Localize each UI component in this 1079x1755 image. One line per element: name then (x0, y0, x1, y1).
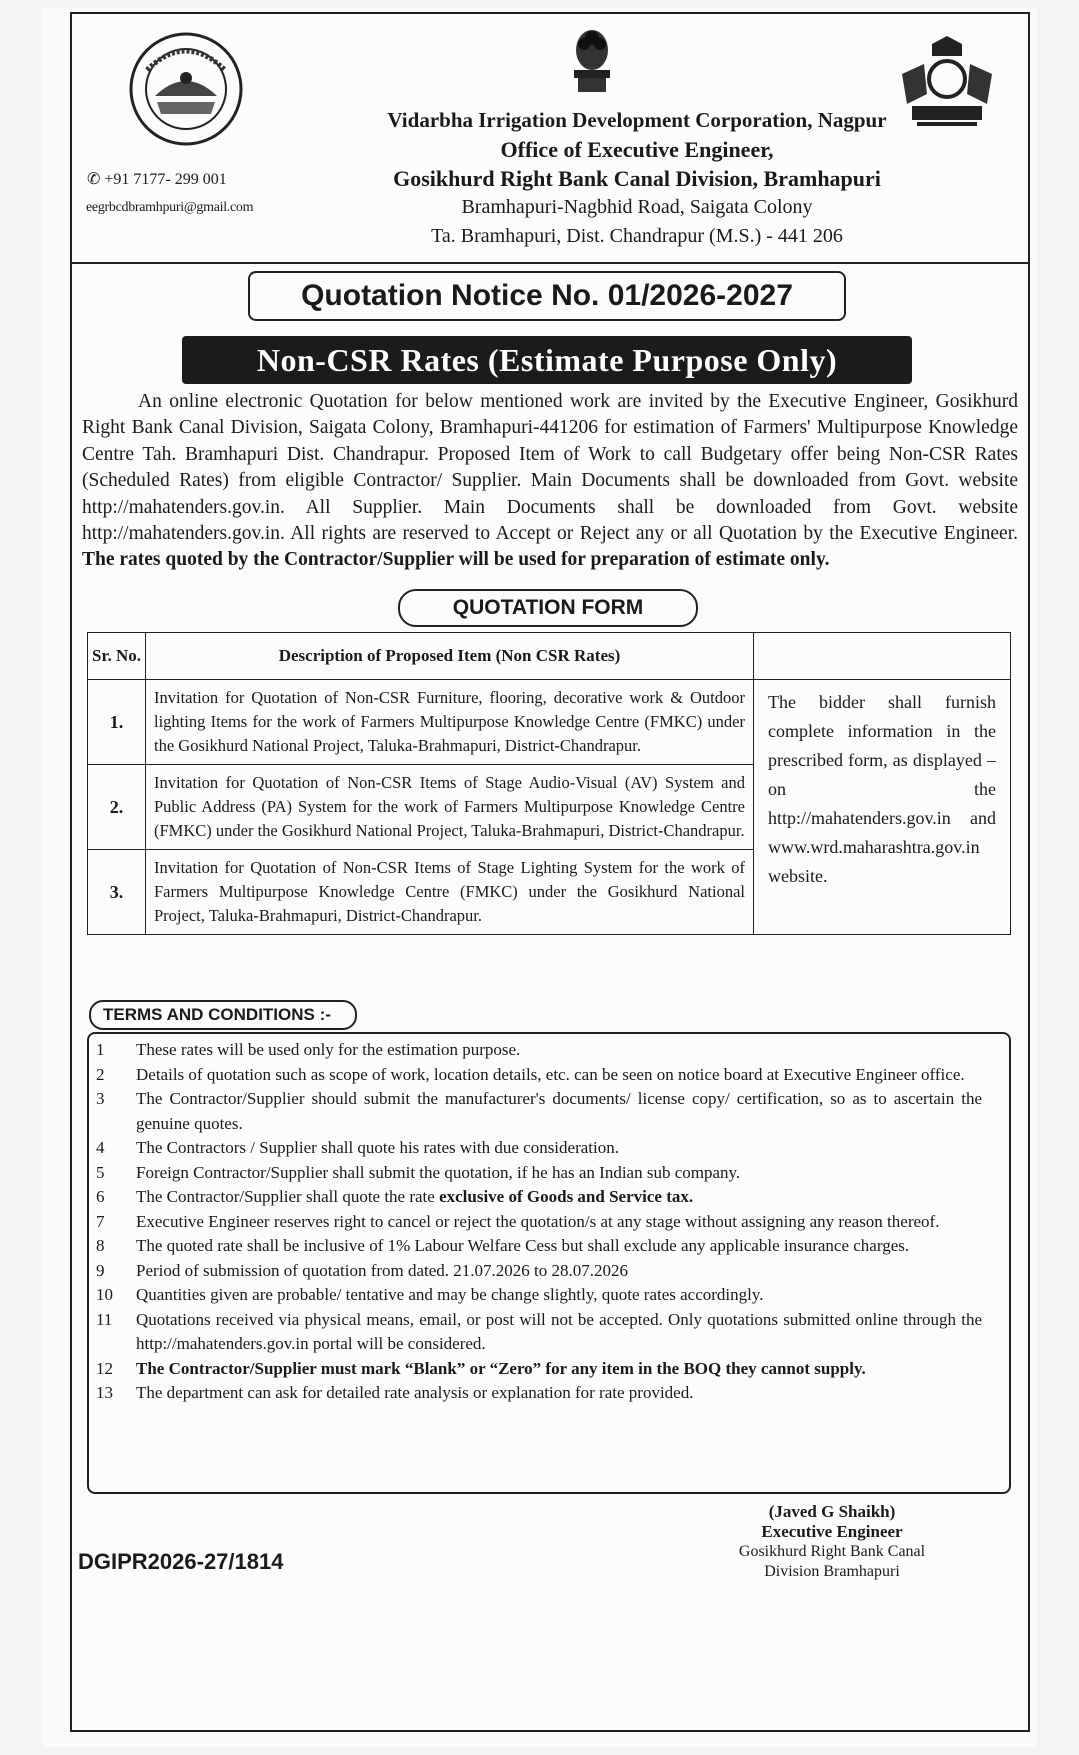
national-emblem-icon (562, 20, 622, 100)
terms-list (92, 1038, 982, 1406)
term-body: Period of submission of quotation from dated. 21.07.2026 to 28.07.2026 (136, 1260, 629, 1280)
term-body: Quantities given are probable/ tentative and may be change slightly, quote rates accordingly. (136, 1285, 764, 1304)
address-line2: Ta. Bramhapuri, Dist. Chandrapur (M.S.) - 441 206 (431, 225, 843, 247)
term-number: 13 (96, 1383, 113, 1402)
email-contact: eegrbcdbramhpuri@gmail.com (86, 200, 254, 215)
row-number: 2. (88, 765, 146, 850)
phone-contact (87, 169, 227, 189)
term-number: 12 (96, 1358, 113, 1378)
term-number: 2 (96, 1064, 105, 1084)
table-row (88, 680, 1011, 765)
list-item (92, 1234, 982, 1259)
term-body: Executive Engineer reserves right to cancel or reject the quotation/s at any stage without assigning any reason thereof. (136, 1211, 940, 1231)
term-text (136, 1087, 982, 1136)
list-item (92, 1308, 982, 1357)
intro-text: An online electronic Quotation for below mentioned work are invited by the Executive Engineer, Gosikhurd Right Bank Canal Division, Saigata Colony, Bramhapuri-441206 for estimation of Farmers' Multipurpose Knowledge Centre Tah. Bramhapuri Dist. Chandrapur. Proposed Item of Work to call Budgetary offer being Non-CSR Rates (Scheduled Rates) from eligible Contractor/ Supplier. Main Documents shall be downloaded from Govt. website http://mahatenders.gov.in. All Supplier. Main Documents shall be downloaded from Govt. website http://mahatenders.gov.in. All rights are reserved to Accept or Reject any or all Quotation by the Executive Engineer. (82, 391, 1018, 545)
term-number: 7 (96, 1211, 105, 1231)
list-item (92, 1087, 982, 1136)
term-number: 9 (96, 1260, 105, 1280)
col-note-header (754, 633, 1011, 680)
intro-paragraph (82, 389, 1018, 574)
list-item (92, 1381, 982, 1406)
signatory-division-line2: Division Bramhapuri (764, 1563, 900, 1580)
address-line1: Bramhapuri-Nagbhid Road, Saigata Colony (461, 196, 813, 218)
term-text (136, 1357, 982, 1382)
signature-block (682, 1502, 982, 1582)
term-number: 5 (96, 1162, 105, 1182)
term-text (136, 1234, 982, 1259)
signatory-name: (Javed G Shaikh) (768, 1502, 896, 1521)
term-text (136, 1063, 982, 1088)
term-body: The department can ask for detailed rate analysis or explanation for rate provided. (136, 1383, 694, 1402)
term-text (136, 1308, 982, 1357)
notice-title: Quotation Notice No. 01/2026-2027 (248, 271, 846, 321)
term-number: 1 (96, 1040, 105, 1059)
bidder-note: The bidder shall furnish complete information in the prescribed form, as displayed – on the http://mahatenders.gov.in and www.wrd.maharashtra.gov.in website. (754, 680, 1011, 935)
letterhead (72, 14, 1028, 264)
terms-label: TERMS AND CONDITIONS :- (89, 1000, 357, 1030)
term-text (136, 1381, 982, 1406)
term-text (136, 1185, 982, 1210)
term-body: Details of quotation such as scope of work, location details, etc. can be seen on notice board at Executive Engineer office. (136, 1064, 965, 1084)
vidc-logo-icon (127, 30, 245, 148)
term-number: 11 (96, 1309, 113, 1329)
row-number: 1. (88, 680, 146, 765)
term-bold: The Contractor/Supplier must mark “Blank” or “Zero” for any item in the BOQ they cannot supply. (136, 1358, 866, 1378)
term-number: 6 (96, 1187, 105, 1206)
term-body: The Contractor/Supplier should submit the manufacturer's documents/ license copy/ certification, so as to ascertain the genuine quotes. (136, 1089, 982, 1133)
term-body: Foreign Contractor/Supplier shall submit the quotation, if he has an Indian sub company. (136, 1162, 741, 1182)
list-item (92, 1185, 982, 1210)
term-text (136, 1283, 982, 1308)
term-number: 8 (96, 1236, 105, 1255)
list-item (92, 1038, 982, 1063)
term-body: These rates will be used only for the estimation purpose. (136, 1040, 521, 1059)
list-item (92, 1259, 982, 1284)
table-header-row (88, 633, 1011, 680)
term-text (136, 1136, 982, 1161)
term-number: 4 (96, 1138, 105, 1157)
signatory-division-line1: Gosikhurd Right Bank Canal (738, 1543, 926, 1560)
term-text (136, 1259, 982, 1284)
row-description: Invitation for Quotation of Non-CSR Items of Stage Audio-Visual (AV) System and Public Address (PA) System for the work of Farmers Multipurpose Knowledge Centre (FMKC) under the Gosikhurd National Project, Taluka-Brahmapuri, District-Chandrapur. (146, 765, 754, 850)
row-number: 3. (88, 850, 146, 935)
org-name: Vidarbha Irrigation Development Corporation, Nagpur (387, 108, 887, 132)
quotation-form-label: QUOTATION FORM (398, 589, 698, 627)
row-description: Invitation for Quotation of Non-CSR Items of Stage Lighting System for the work of Farmers Multipurpose Knowledge Centre (FMKC) under the Gosikhurd National Project, Taluka-Brahmapuri, District-Chandrapur. (146, 850, 754, 935)
list-item (92, 1136, 982, 1161)
phone-icon: ✆ (87, 171, 101, 188)
organization-address (297, 106, 977, 251)
term-text (136, 1038, 982, 1063)
term-text (136, 1161, 982, 1186)
term-body: The Contractors / Supplier shall quote his rates with due consideration. (136, 1138, 619, 1157)
term-body: The quoted rate shall be inclusive of 1% Labour Welfare Cess but shall exclude any applicable insurance charges. (136, 1236, 910, 1255)
list-item (92, 1161, 982, 1186)
subtitle-banner: Non-CSR Rates (Estimate Purpose Only) (182, 336, 912, 384)
list-item (92, 1210, 982, 1235)
list-item (92, 1283, 982, 1308)
list-item (92, 1063, 982, 1088)
signatory-designation: Executive Engineer (761, 1522, 903, 1541)
col-srno-header: Sr. No. (88, 633, 146, 680)
col-desc-header: Description of Proposed Item (Non CSR Rates) (146, 633, 754, 680)
intro-bold-text: The rates quoted by the Contractor/Supplier will be used for preparation of estimate only. (82, 549, 830, 571)
row-description: Invitation for Quotation of Non-CSR Furniture, flooring, decorative work & Outdoor lighting Items for the work of Farmers Multipurpose Knowledge Centre (FMKC) under the Gosikhurd National Project, Taluka-Brahmapuri, District-Chandrapur. (146, 680, 754, 765)
term-body: The Contractor/Supplier shall quote the rate (136, 1187, 440, 1206)
quotation-table (87, 632, 1011, 935)
term-number: 3 (96, 1089, 105, 1108)
dgipr-reference: DGIPR2026-27/1814 (78, 1549, 284, 1574)
list-item (92, 1357, 982, 1382)
office-name: Office of Executive Engineer, (500, 137, 774, 162)
term-number: 10 (96, 1285, 113, 1304)
notice-frame (70, 12, 1030, 1732)
term-text (136, 1210, 982, 1235)
term-bold: exclusive of Goods and Service tax. (439, 1187, 694, 1206)
term-body: Quotations received via physical means, email, or post will not be accepted. Only quotations submitted online through the http://mahatenders.gov.in portal will be considered. (136, 1309, 982, 1353)
phone-number: +91 7177- 299 001 (104, 171, 227, 188)
division-name: Gosikhurd Right Bank Canal Division, Bramhapuri (393, 166, 881, 191)
